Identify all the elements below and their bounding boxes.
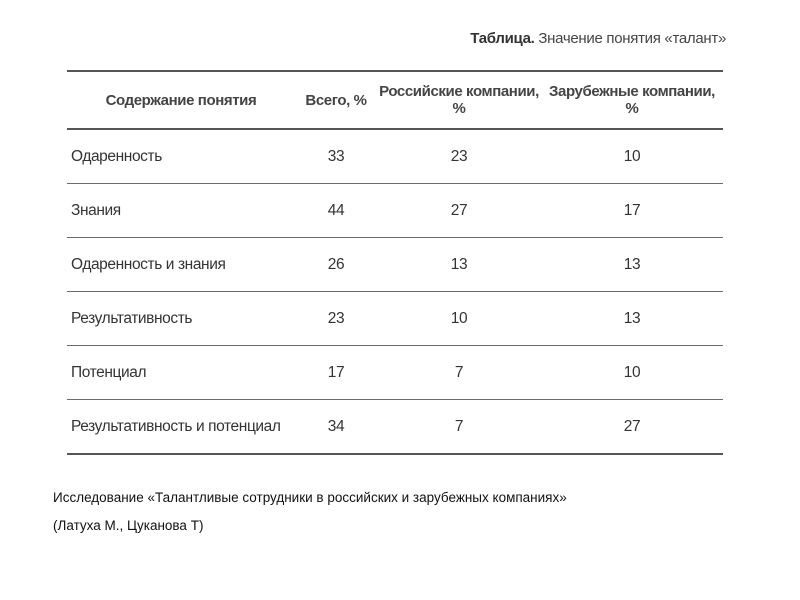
cell-russian: 7 <box>454 417 464 435</box>
source-title: Исследование «Талантливые сотрудники в российских и зарубежных компаниях» <box>53 490 567 505</box>
header-concept: Содержание понятия <box>105 91 257 109</box>
cell-total: 17 <box>327 363 345 381</box>
cell-concept: Знания <box>71 201 121 219</box>
cell-total: 23 <box>327 309 345 327</box>
table-row <box>67 184 723 238</box>
cell-total: 34 <box>327 417 345 435</box>
cell-russian: 10 <box>450 309 468 327</box>
caption-label: Таблица. <box>470 30 535 47</box>
table-row <box>67 400 723 455</box>
cell-total: 33 <box>327 147 345 165</box>
table-row <box>67 346 723 400</box>
cell-concept: Потенциал <box>71 363 147 381</box>
cell-russian: 27 <box>450 201 468 219</box>
cell-foreign: 13 <box>623 309 641 327</box>
cell-foreign: 10 <box>623 363 641 381</box>
cell-foreign: 10 <box>623 147 641 165</box>
source-note <box>53 484 567 540</box>
cell-total: 26 <box>327 255 345 273</box>
caption-text: Значение понятия «талант» <box>534 30 726 47</box>
header-total: Всего, % <box>305 91 367 109</box>
table-header-row <box>67 72 723 130</box>
cell-concept: Результативность и потенциал <box>71 417 281 435</box>
cell-concept: Одаренность и знания <box>71 255 226 273</box>
cell-russian: 23 <box>450 147 468 165</box>
cell-total: 44 <box>327 201 345 219</box>
cell-concept: Одаренность <box>71 147 162 165</box>
cell-russian: 13 <box>450 255 468 273</box>
cell-russian: 7 <box>454 363 464 381</box>
cell-concept: Результативность <box>71 309 193 327</box>
header-foreign: Зарубежные компании, % <box>549 83 715 117</box>
table-row <box>67 292 723 346</box>
table-row <box>67 130 723 184</box>
table-caption <box>470 30 726 47</box>
talent-table <box>67 70 723 455</box>
cell-foreign: 13 <box>623 255 641 273</box>
cell-foreign: 27 <box>623 417 641 435</box>
source-authors: (Латуха М., Цуканова Т) <box>53 518 204 533</box>
table-row <box>67 238 723 292</box>
header-russian: Российские компании, % <box>379 83 539 117</box>
cell-foreign: 17 <box>623 201 641 219</box>
